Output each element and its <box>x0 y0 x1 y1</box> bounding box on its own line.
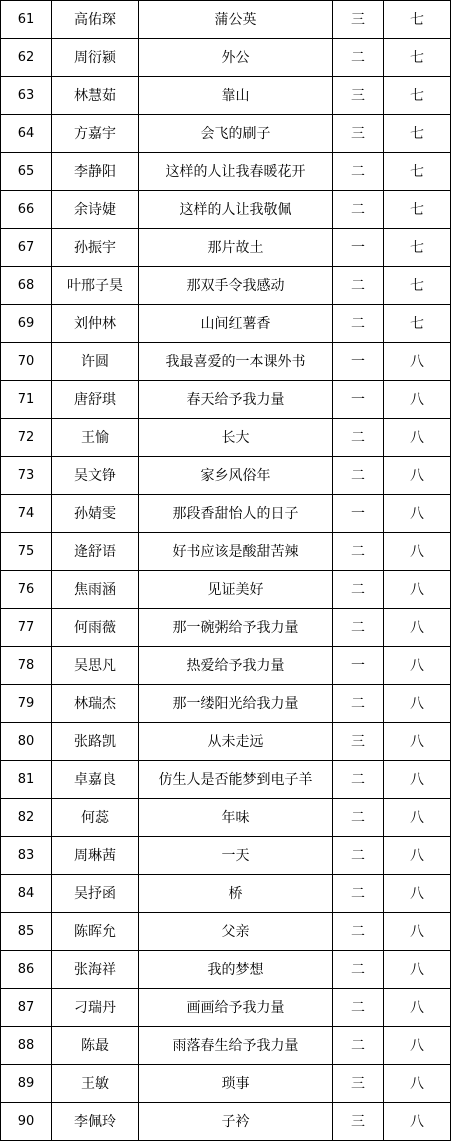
award-grade-cell: 二 <box>333 305 384 343</box>
award-grade-cell: 三 <box>333 1065 384 1103</box>
school-level-cell: 八 <box>384 495 451 533</box>
essay-title-cell: 山间红薯香 <box>139 305 333 343</box>
table-row <box>1 381 451 419</box>
row-number-cell: 83 <box>1 837 52 875</box>
essay-title-cell: 这样的人让我春暖花开 <box>139 153 333 191</box>
award-grade-cell: 二 <box>333 875 384 913</box>
essay-title-cell: 好书应该是酸甜苦辣 <box>139 533 333 571</box>
student-name-cell: 焦雨涵 <box>52 571 139 609</box>
table-row <box>1 1 451 39</box>
table-row <box>1 609 451 647</box>
student-name-cell: 林慧茹 <box>52 77 139 115</box>
award-grade-cell: 二 <box>333 191 384 229</box>
student-name-cell: 逄舒语 <box>52 533 139 571</box>
essay-title-cell: 子衿 <box>139 1103 333 1141</box>
student-name-cell: 唐舒琪 <box>52 381 139 419</box>
essay-title-cell: 画画给予我力量 <box>139 989 333 1027</box>
school-level-cell: 八 <box>384 571 451 609</box>
essay-title-cell: 我的梦想 <box>139 951 333 989</box>
student-name-cell: 李佩玲 <box>52 1103 139 1141</box>
school-level-cell: 八 <box>384 799 451 837</box>
row-number-cell: 80 <box>1 723 52 761</box>
award-grade-cell: 二 <box>333 761 384 799</box>
table-row <box>1 343 451 381</box>
student-name-cell: 吴文铮 <box>52 457 139 495</box>
award-grade-cell: 三 <box>333 1103 384 1141</box>
award-grade-cell: 一 <box>333 647 384 685</box>
school-level-cell: 八 <box>384 533 451 571</box>
award-grade-cell: 二 <box>333 951 384 989</box>
row-number-cell: 71 <box>1 381 52 419</box>
school-level-cell: 七 <box>384 39 451 77</box>
award-grade-cell: 一 <box>333 381 384 419</box>
row-number-cell: 85 <box>1 913 52 951</box>
essay-title-cell: 外公 <box>139 39 333 77</box>
school-level-cell: 八 <box>384 837 451 875</box>
student-name-cell: 吴抒函 <box>52 875 139 913</box>
row-number-cell: 74 <box>1 495 52 533</box>
essay-title-cell: 那双手令我感动 <box>139 267 333 305</box>
school-level-cell: 八 <box>384 989 451 1027</box>
student-name-cell: 周衍颍 <box>52 39 139 77</box>
school-level-cell: 八 <box>384 1065 451 1103</box>
school-level-cell: 八 <box>384 761 451 799</box>
student-name-cell: 孙婧雯 <box>52 495 139 533</box>
essay-title-cell: 那片故土 <box>139 229 333 267</box>
student-name-cell: 许圆 <box>52 343 139 381</box>
row-number-cell: 84 <box>1 875 52 913</box>
row-number-cell: 76 <box>1 571 52 609</box>
school-level-cell: 八 <box>384 951 451 989</box>
table-row <box>1 1027 451 1065</box>
table-row <box>1 951 451 989</box>
table-row <box>1 153 451 191</box>
school-level-cell: 八 <box>384 723 451 761</box>
row-number-cell: 86 <box>1 951 52 989</box>
award-grade-cell: 二 <box>333 685 384 723</box>
school-level-cell: 八 <box>384 457 451 495</box>
table-row <box>1 115 451 153</box>
essay-title-cell: 见证美好 <box>139 571 333 609</box>
student-name-cell: 何蕊 <box>52 799 139 837</box>
student-name-cell: 王敏 <box>52 1065 139 1103</box>
school-level-cell: 七 <box>384 229 451 267</box>
row-number-cell: 61 <box>1 1 52 39</box>
row-number-cell: 64 <box>1 115 52 153</box>
student-name-cell: 张海祥 <box>52 951 139 989</box>
table-row <box>1 723 451 761</box>
award-grade-cell: 二 <box>333 153 384 191</box>
row-number-cell: 68 <box>1 267 52 305</box>
essay-title-cell: 那段香甜怡人的日子 <box>139 495 333 533</box>
school-level-cell: 八 <box>384 647 451 685</box>
table-row <box>1 229 451 267</box>
table-row <box>1 267 451 305</box>
table-row <box>1 571 451 609</box>
table-row <box>1 305 451 343</box>
essay-title-cell: 家乡风俗年 <box>139 457 333 495</box>
row-number-cell: 72 <box>1 419 52 457</box>
student-name-cell: 陈晖允 <box>52 913 139 951</box>
award-grade-cell: 二 <box>333 571 384 609</box>
school-level-cell: 七 <box>384 153 451 191</box>
essay-title-cell: 那一碗粥给予我力量 <box>139 609 333 647</box>
row-number-cell: 70 <box>1 343 52 381</box>
essay-title-cell: 从未走远 <box>139 723 333 761</box>
row-number-cell: 81 <box>1 761 52 799</box>
table-row <box>1 1065 451 1103</box>
table-row <box>1 1103 451 1141</box>
row-number-cell: 87 <box>1 989 52 1027</box>
table-row <box>1 799 451 837</box>
school-level-cell: 七 <box>384 267 451 305</box>
row-number-cell: 75 <box>1 533 52 571</box>
school-level-cell: 八 <box>384 685 451 723</box>
essay-title-cell: 我最喜爱的一本课外书 <box>139 343 333 381</box>
row-number-cell: 88 <box>1 1027 52 1065</box>
school-level-cell: 七 <box>384 115 451 153</box>
award-grade-cell: 一 <box>333 229 384 267</box>
student-name-cell: 孙振宇 <box>52 229 139 267</box>
table-row <box>1 913 451 951</box>
student-name-cell: 张路凯 <box>52 723 139 761</box>
school-level-cell: 七 <box>384 191 451 229</box>
student-name-cell: 余诗婕 <box>52 191 139 229</box>
award-grade-cell: 三 <box>333 1 384 39</box>
row-number-cell: 77 <box>1 609 52 647</box>
school-level-cell: 八 <box>384 343 451 381</box>
school-level-cell: 八 <box>384 419 451 457</box>
row-number-cell: 79 <box>1 685 52 723</box>
essay-title-cell: 年味 <box>139 799 333 837</box>
award-grade-cell: 二 <box>333 419 384 457</box>
award-grade-cell: 三 <box>333 77 384 115</box>
student-name-cell: 陈最 <box>52 1027 139 1065</box>
table-row <box>1 495 451 533</box>
award-grade-cell: 二 <box>333 799 384 837</box>
school-level-cell: 七 <box>384 77 451 115</box>
award-grade-cell: 三 <box>333 723 384 761</box>
student-name-cell: 卓嘉良 <box>52 761 139 799</box>
row-number-cell: 89 <box>1 1065 52 1103</box>
essay-title-cell: 父亲 <box>139 913 333 951</box>
student-name-cell: 刘仲林 <box>52 305 139 343</box>
student-name-cell: 高佑琛 <box>52 1 139 39</box>
student-name-cell: 叶邢子昊 <box>52 267 139 305</box>
table-row <box>1 837 451 875</box>
student-name-cell: 王愉 <box>52 419 139 457</box>
award-grade-cell: 二 <box>333 457 384 495</box>
student-name-cell: 李静阳 <box>52 153 139 191</box>
essay-title-cell: 桥 <box>139 875 333 913</box>
essay-title-cell: 长大 <box>139 419 333 457</box>
student-name-cell: 刁瑞丹 <box>52 989 139 1027</box>
table-row <box>1 989 451 1027</box>
award-grade-cell: 二 <box>333 1027 384 1065</box>
student-name-cell: 方嘉宇 <box>52 115 139 153</box>
table-row <box>1 761 451 799</box>
essay-title-cell: 雨落春生给予我力量 <box>139 1027 333 1065</box>
row-number-cell: 65 <box>1 153 52 191</box>
award-grade-cell: 二 <box>333 989 384 1027</box>
row-number-cell: 82 <box>1 799 52 837</box>
school-level-cell: 八 <box>384 1027 451 1065</box>
table-row <box>1 647 451 685</box>
school-level-cell: 八 <box>384 913 451 951</box>
essay-title-cell: 琐事 <box>139 1065 333 1103</box>
essay-title-cell: 蒲公英 <box>139 1 333 39</box>
award-grade-cell: 二 <box>333 533 384 571</box>
row-number-cell: 66 <box>1 191 52 229</box>
row-number-cell: 69 <box>1 305 52 343</box>
essay-title-cell: 仿生人是否能梦到电子羊 <box>139 761 333 799</box>
table-row <box>1 533 451 571</box>
table-row <box>1 875 451 913</box>
school-level-cell: 七 <box>384 1 451 39</box>
row-number-cell: 78 <box>1 647 52 685</box>
school-level-cell: 八 <box>384 1103 451 1141</box>
table-body <box>1 1 451 1141</box>
school-level-cell: 八 <box>384 381 451 419</box>
essay-title-cell: 热爱给予我力量 <box>139 647 333 685</box>
award-grade-cell: 二 <box>333 609 384 647</box>
award-grade-cell: 二 <box>333 837 384 875</box>
school-level-cell: 八 <box>384 875 451 913</box>
row-number-cell: 67 <box>1 229 52 267</box>
row-number-cell: 62 <box>1 39 52 77</box>
table-row <box>1 191 451 229</box>
student-name-cell: 吴思凡 <box>52 647 139 685</box>
student-name-cell: 周琳茜 <box>52 837 139 875</box>
table-row <box>1 685 451 723</box>
row-number-cell: 90 <box>1 1103 52 1141</box>
student-name-cell: 林瑞杰 <box>52 685 139 723</box>
row-number-cell: 63 <box>1 77 52 115</box>
essay-title-cell: 那一缕阳光给我力量 <box>139 685 333 723</box>
school-level-cell: 七 <box>384 305 451 343</box>
student-name-cell: 何雨薇 <box>52 609 139 647</box>
table-row <box>1 419 451 457</box>
school-level-cell: 八 <box>384 609 451 647</box>
award-grade-cell: 二 <box>333 39 384 77</box>
row-number-cell: 73 <box>1 457 52 495</box>
award-grade-cell: 二 <box>333 267 384 305</box>
essay-title-cell: 一天 <box>139 837 333 875</box>
table-row <box>1 457 451 495</box>
award-grade-cell: 一 <box>333 495 384 533</box>
essay-title-cell: 会飞的刷子 <box>139 115 333 153</box>
essay-title-cell: 春天给予我力量 <box>139 381 333 419</box>
essay-title-cell: 这样的人让我敬佩 <box>139 191 333 229</box>
award-grade-cell: 一 <box>333 343 384 381</box>
essay-title-cell: 靠山 <box>139 77 333 115</box>
table-row <box>1 39 451 77</box>
award-grade-cell: 三 <box>333 115 384 153</box>
table-row <box>1 77 451 115</box>
award-grade-cell: 二 <box>333 913 384 951</box>
